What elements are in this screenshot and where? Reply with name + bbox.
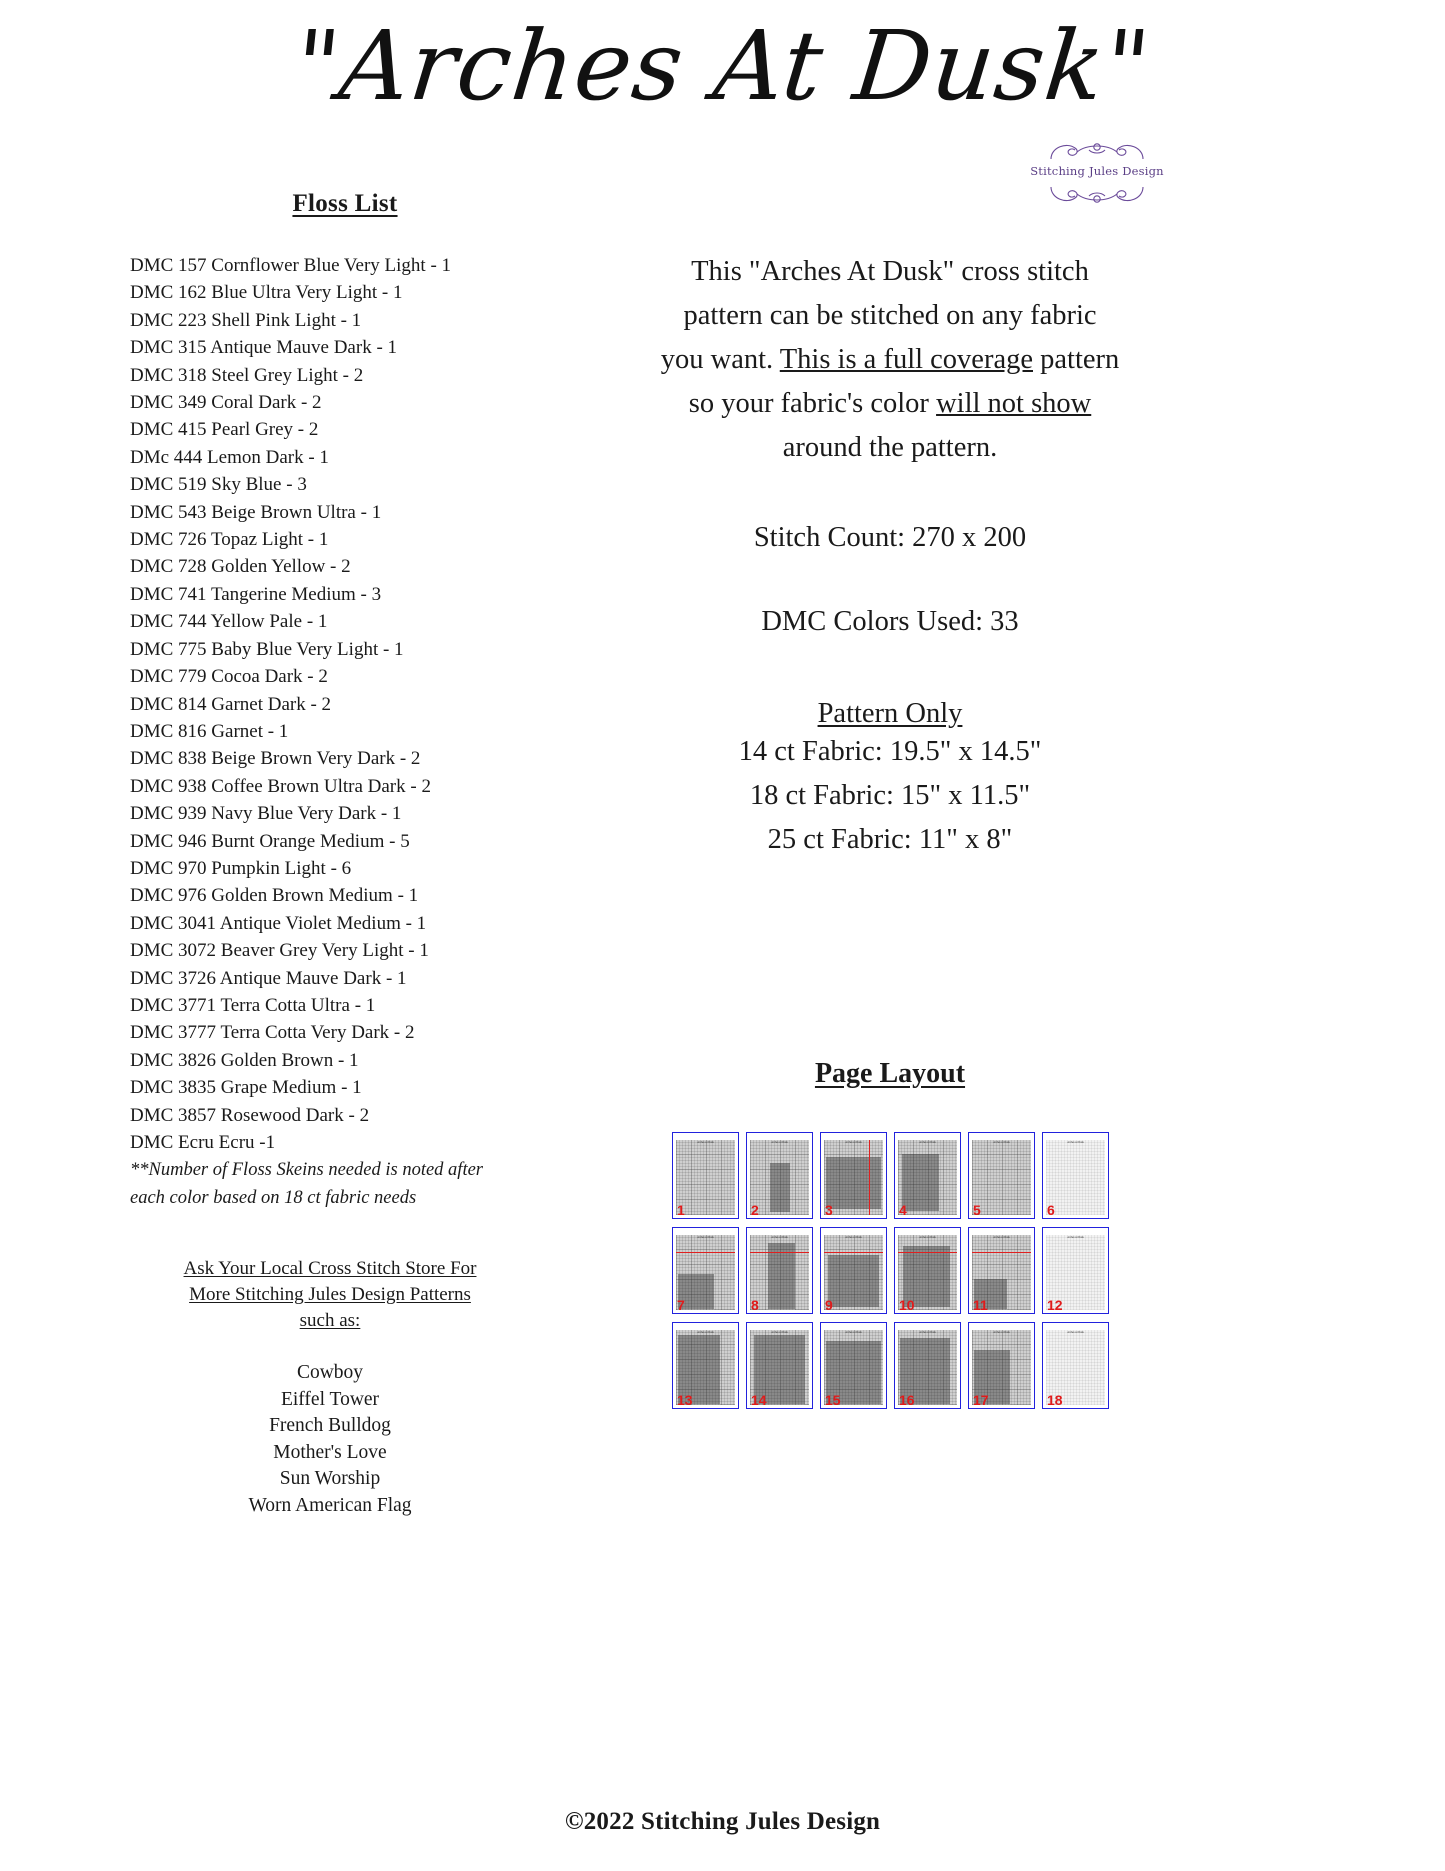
page-number: 12 xyxy=(1047,1297,1063,1313)
page-thumbnail[interactable] xyxy=(1042,1227,1109,1314)
list-item: DMC 349 Coral Dark - 2 xyxy=(130,392,322,414)
list-item: DMC 3777 Terra Cotta Very Dark - 2 xyxy=(130,1022,415,1044)
thumbnail-title: Arches At Dusk xyxy=(919,1141,936,1144)
list-item: Eiffel Tower xyxy=(280,1388,380,1410)
pattern-only-heading: Pattern Only xyxy=(817,698,963,729)
store-line: More Stitching Jules Design Patterns xyxy=(189,1284,471,1306)
intro-text-3: around the pattern. xyxy=(782,432,998,463)
page-number: 16 xyxy=(899,1392,915,1408)
guide-line-horizontal xyxy=(824,1252,883,1253)
local-store-block xyxy=(130,1256,530,1334)
fabric-size-14ct: 14 ct Fabric: 19.5" x 14.5" xyxy=(738,736,1042,767)
stitch-count: Stitch Count: 270 x 200 xyxy=(753,522,1027,553)
floss-skeins-note: **Number of Floss Skeins needed is noted after each color based on 18 ct fabric needs xyxy=(130,1160,483,1208)
list-item: DMC 728 Golden Yellow - 2 xyxy=(130,556,351,578)
thumbnail-title: Arches At Dusk xyxy=(697,1331,714,1334)
thumbnail-title: Arches At Dusk xyxy=(993,1331,1010,1334)
page-thumbnail[interactable] xyxy=(820,1322,887,1409)
flourish-bottom-icon xyxy=(1022,182,1172,208)
page-number: 13 xyxy=(677,1392,693,1408)
thumbnail-title: Arches At Dusk xyxy=(845,1331,862,1334)
fabric-size-18ct: 18 ct Fabric: 15" x 11.5" xyxy=(749,780,1031,811)
floss-list xyxy=(130,252,560,1156)
store-line: Ask Your Local Cross Stitch Store For xyxy=(183,1258,477,1280)
store-line: such as: xyxy=(299,1310,361,1332)
list-item: DMC 3726 Antique Mauve Dark - 1 xyxy=(130,967,407,989)
list-item: DMC 816 Garnet - 1 xyxy=(130,720,289,742)
list-item: DMC 779 Cocoa Dark - 2 xyxy=(130,666,328,688)
dmc-colors-used: DMC Colors Used: 33 xyxy=(761,606,1019,637)
list-item: DMC 938 Coffee Brown Ultra Dark - 2 xyxy=(130,775,431,797)
guide-line-horizontal xyxy=(676,1252,735,1253)
list-item: Worn American Flag xyxy=(248,1494,412,1516)
list-item: DMC 775 Baby Blue Very Light - 1 xyxy=(130,638,404,660)
floss-list-column xyxy=(130,190,560,1519)
list-item: DMC 970 Pumpkin Light - 6 xyxy=(130,857,352,879)
page-title: "Arches At Dusk" xyxy=(289,10,1156,122)
brand-name: Stitching Jules Design xyxy=(1030,164,1164,178)
brand-logo xyxy=(1022,138,1172,206)
list-item: DMC 519 Sky Blue - 3 xyxy=(130,474,307,496)
list-item: DMC 976 Golden Brown Medium - 1 xyxy=(130,885,419,907)
list-item: DMC 3771 Terra Cotta Ultra - 1 xyxy=(130,994,376,1016)
thumbnail-title: Arches At Dusk xyxy=(993,1141,1010,1144)
chart-motif xyxy=(770,1163,790,1213)
list-item: DMC 3072 Beaver Grey Very Light - 1 xyxy=(130,940,429,962)
page-number: 3 xyxy=(825,1202,833,1218)
list-item: DMC 162 Blue Ultra Very Light - 1 xyxy=(130,282,403,304)
list-item: DMC 946 Burnt Orange Medium - 5 xyxy=(130,830,410,852)
page-thumbnail[interactable] xyxy=(820,1227,887,1314)
thumbnail-title: Arches At Dusk xyxy=(771,1141,788,1144)
thumbnail-title: Arches At Dusk xyxy=(993,1236,1010,1239)
list-item: DMC 744 Yellow Pale - 1 xyxy=(130,611,328,633)
page-number: 6 xyxy=(1047,1202,1055,1218)
page-thumbnail[interactable] xyxy=(820,1132,887,1219)
list-item: DMC 814 Garnet Dark - 2 xyxy=(130,693,332,715)
intro-text-1: This "Arches At Dusk" cross stitch pattern can be stitched on any fabric you want. xyxy=(660,256,1097,375)
guide-line-horizontal xyxy=(898,1252,957,1253)
list-item: DMc 444 Lemon Dark - 1 xyxy=(130,446,329,468)
list-item: DMC 741 Tangerine Medium - 3 xyxy=(130,583,382,605)
page-number: 18 xyxy=(1047,1392,1063,1408)
page-thumbnail[interactable] xyxy=(672,1227,739,1314)
intro-underline-2: will not show xyxy=(936,388,1092,419)
floss-list-heading: Floss List xyxy=(292,190,398,217)
list-item: Mother's Love xyxy=(273,1441,387,1463)
thumbnail-title: Arches At Dusk xyxy=(771,1236,788,1239)
list-item: Cowboy xyxy=(296,1362,364,1384)
page-thumbnail[interactable] xyxy=(968,1132,1035,1219)
page-thumbnail[interactable] xyxy=(894,1227,961,1314)
list-item: DMC 315 Antique Mauve Dark - 1 xyxy=(130,337,398,359)
page-number: 15 xyxy=(825,1392,841,1408)
pattern-info-column xyxy=(660,250,1120,862)
list-item: DMC 939 Navy Blue Very Dark - 1 xyxy=(130,803,402,825)
list-item: DMC 318 Steel Grey Light - 2 xyxy=(130,364,364,386)
page-thumbnail[interactable] xyxy=(672,1322,739,1409)
flourish-top-icon xyxy=(1022,138,1172,164)
page-thumbnail[interactable] xyxy=(968,1322,1035,1409)
page-number: 1 xyxy=(677,1202,685,1218)
list-item: DMC Ecru Ecru -1 xyxy=(130,1132,276,1153)
intro-paragraph xyxy=(660,250,1120,470)
page-number: 4 xyxy=(899,1202,907,1218)
page-number: 11 xyxy=(973,1297,988,1313)
thumbnail-title: Arches At Dusk xyxy=(1067,1331,1084,1334)
intro-text-2: pattern so your fabric's color xyxy=(688,344,1120,419)
thumbnail-title: Arches At Dusk xyxy=(845,1141,862,1144)
list-item: DMC 726 Topaz Light - 1 xyxy=(130,529,329,551)
page-thumbnail[interactable] xyxy=(672,1132,739,1219)
list-item: DMC 838 Beige Brown Very Dark - 2 xyxy=(130,748,421,770)
guide-line-horizontal xyxy=(750,1252,809,1253)
page-number: 10 xyxy=(899,1297,915,1313)
page-layout-heading: Page Layout xyxy=(814,1058,966,1089)
page-number: 14 xyxy=(751,1392,767,1408)
page-number: 5 xyxy=(973,1202,981,1218)
title-container xyxy=(0,10,1445,122)
thumbnail-title: Arches At Dusk xyxy=(1067,1236,1084,1239)
copyright-footer: ©2022 Stitching Jules Design xyxy=(564,1808,881,1835)
chart-motif xyxy=(828,1255,880,1308)
page-thumbnail[interactable] xyxy=(968,1227,1035,1314)
list-item: Sun Worship xyxy=(279,1468,381,1490)
page-thumbnail[interactable] xyxy=(746,1227,813,1314)
thumbnail-title: Arches At Dusk xyxy=(697,1236,714,1239)
page-thumbnail[interactable] xyxy=(746,1322,813,1409)
page-thumbnail[interactable] xyxy=(1042,1322,1109,1409)
fabric-size-25ct: 25 ct Fabric: 11" x 8" xyxy=(767,824,1013,855)
thumbnail-title: Arches At Dusk xyxy=(845,1236,862,1239)
thumbnail-title: Arches At Dusk xyxy=(697,1141,714,1144)
guide-line-horizontal xyxy=(972,1252,1031,1253)
list-item: DMC 157 Cornflower Blue Very Light - 1 xyxy=(130,255,452,276)
list-item: DMC 3826 Golden Brown - 1 xyxy=(130,1049,359,1071)
list-item: French Bulldog xyxy=(269,1415,391,1437)
chart-motif xyxy=(902,1154,940,1211)
guide-line-vertical xyxy=(869,1140,870,1215)
thumbnail-title: Arches At Dusk xyxy=(919,1331,936,1334)
page-number: 9 xyxy=(825,1297,833,1313)
other-patterns-list xyxy=(130,1360,530,1519)
chart-motif xyxy=(826,1157,880,1210)
page-number: 7 xyxy=(677,1297,685,1313)
thumbnail-title: Arches At Dusk xyxy=(1067,1141,1084,1144)
page-thumbnail[interactable] xyxy=(894,1322,961,1409)
page-number: 17 xyxy=(973,1392,989,1408)
list-item: DMC 3041 Antique Violet Medium - 1 xyxy=(130,912,427,934)
list-item: DMC 543 Beige Brown Ultra - 1 xyxy=(130,501,382,523)
intro-underline-1: This is a full coverage xyxy=(779,344,1033,375)
list-item: DMC 223 Shell Pink Light - 1 xyxy=(130,309,362,331)
page-thumbnail[interactable] xyxy=(1042,1132,1109,1219)
page-thumbnail[interactable] xyxy=(746,1132,813,1219)
page-number: 2 xyxy=(751,1202,759,1218)
list-item: DMC 3835 Grape Medium - 1 xyxy=(130,1077,362,1099)
page-thumbnail[interactable] xyxy=(894,1132,961,1219)
thumbnail-title: Arches At Dusk xyxy=(771,1331,788,1334)
page-layout-grid xyxy=(672,1132,1112,1410)
thumbnail-title: Arches At Dusk xyxy=(919,1236,936,1239)
page-number: 8 xyxy=(751,1297,759,1313)
list-item: DMC 3857 Rosewood Dark - 2 xyxy=(130,1104,370,1126)
list-item: DMC 415 Pearl Grey - 2 xyxy=(130,419,319,441)
